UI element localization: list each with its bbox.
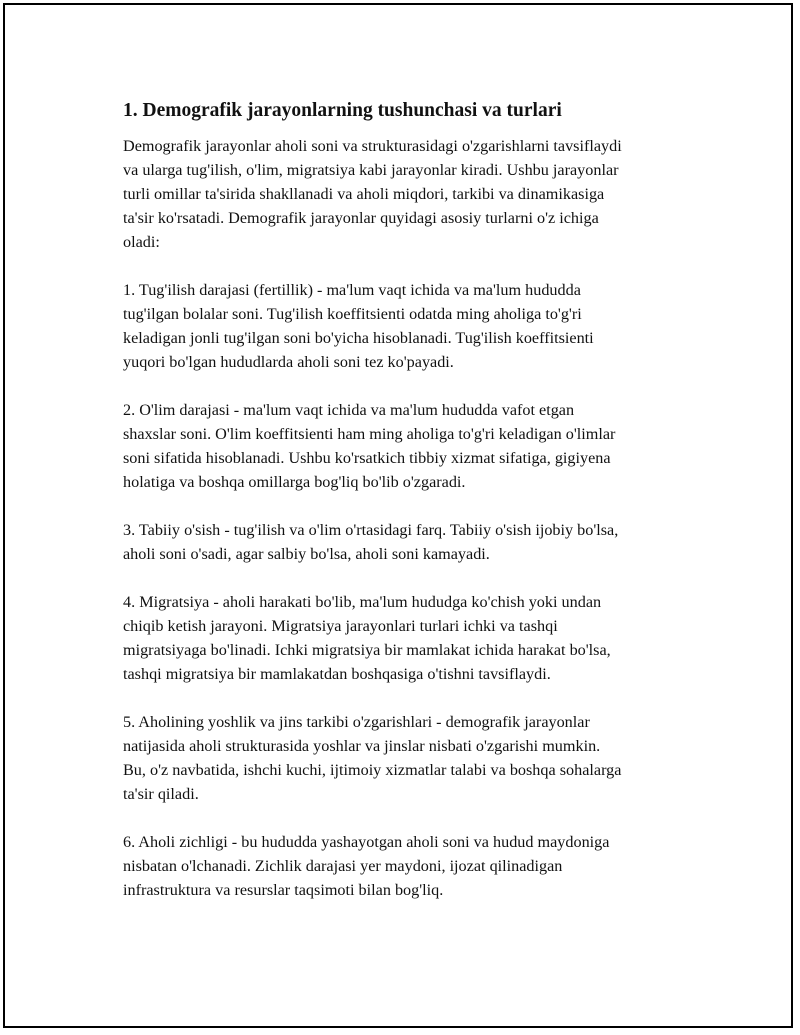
paragraph <box>123 398 703 494</box>
paragraph-line: keladigan jonli tug'ilgan soni bo'yicha hisoblanadi. Tug'ilish koeffitsienti <box>123 329 594 347</box>
paragraph-line: nisbatan o'lchanadi. Zichlik darajasi yer maydoni, ijozat qilinadigan <box>123 857 563 875</box>
paragraph-line: 4. Migratsiya - aholi harakati bo'lib, ma'lum hududga ko'chish yoki undan <box>123 593 602 611</box>
paragraph-line: yuqori bo'lgan hududlarda aholi soni tez ko'payadi. <box>123 353 454 371</box>
paragraph-line: Demografik jarayonlar aholi soni va strukturasidagi o'zgarishlarni tavsiflaydi <box>123 137 622 155</box>
paragraph-line: tashqi migratsiya bir mamlakatdan boshqasiga o'tishni tavsiflaydi. <box>123 665 551 683</box>
paragraph-line: oladi: <box>123 233 160 251</box>
paragraph-line: ta'sir qiladi. <box>123 785 199 803</box>
paragraph-line: infrastruktura va resurslar taqsimoti bilan bog'liq. <box>123 881 444 899</box>
paragraph <box>123 590 703 686</box>
paragraph-line: chiqib ketish jarayoni. Migratsiya jarayonlari turlari ichki va tashqi <box>123 617 558 635</box>
paragraph-line: soni sifatida hisoblanadi. Ushbu ko'rsatkich tibbiy xizmat sifatiga, gigiyena <box>123 449 611 467</box>
paragraph-list <box>123 134 703 902</box>
paragraph-line: 5. Aholining yoshlik va jins tarkibi o'zgarishlari - demografik jarayonlar <box>123 713 590 731</box>
paragraph-line: shaxslar soni. O'lim koeffitsienti ham ming aholiga to'g'ri keladigan o'limlar <box>123 425 616 443</box>
paragraph-line: 3. Tabiiy o'sish - tug'ilish va o'lim o'rtasidagi farq. Tabiiy o'sish ijobiy bo'lsa, <box>123 521 619 539</box>
paragraph <box>123 134 703 254</box>
paragraph-line: va ularga tug'ilish, o'lim, migratsiya kabi jarayonlar kiradi. Ushbu jarayonlar <box>123 161 619 179</box>
paragraph-line: holatiga va boshqa omillarga bog'liq bo'lib o'zgaradi. <box>123 473 466 491</box>
paragraph-line: 6. Aholi zichligi - bu hududda yashayotgan aholi soni va hudud maydoniga <box>123 833 610 851</box>
paragraph-line: ta'sir ko'rsatadi. Demografik jarayonlar quyidagi asosiy turlarni o'z ichiga <box>123 209 599 227</box>
paragraph-line: tug'ilgan bolalar soni. Tug'ilish koeffitsienti odatda ming aholiga to'g'ri <box>123 305 582 323</box>
paragraph-line: 2. O'lim darajasi - ma'lum vaqt ichida va ma'lum hududda vafot etgan <box>123 401 575 419</box>
document-page <box>3 3 793 1028</box>
paragraph-line: aholi soni o'sadi, agar salbiy bo'lsa, aholi soni kamayadi. <box>123 545 490 563</box>
paragraph-line: 1. Tug'ilish darajasi (fertillik) - ma'lum vaqt ichida va ma'lum hududda <box>123 281 581 299</box>
document-body <box>123 98 703 926</box>
section-heading: 1. Demografik jarayonlarning tushunchasi va turlari <box>123 100 562 121</box>
paragraph-line: turli omillar ta'sirida shakllanadi va aholi miqdori, tarkibi va dinamikasiga <box>123 185 605 203</box>
paragraph-line: natijasida aholi strukturasida yoshlar va jinslar nisbati o'zgarishi mumkin. <box>123 737 601 755</box>
paragraph <box>123 278 703 374</box>
paragraph-line: Bu, o'z navbatida, ishchi kuchi, ijtimoiy xizmatlar talabi va boshqa sohalarga <box>123 761 622 779</box>
paragraph-line: migratsiyaga bo'linadi. Ichki migratsiya bir mamlakat ichida harakat bo'lsa, <box>123 641 611 659</box>
paragraph <box>123 518 703 566</box>
paragraph <box>123 710 703 806</box>
paragraph <box>123 830 703 902</box>
